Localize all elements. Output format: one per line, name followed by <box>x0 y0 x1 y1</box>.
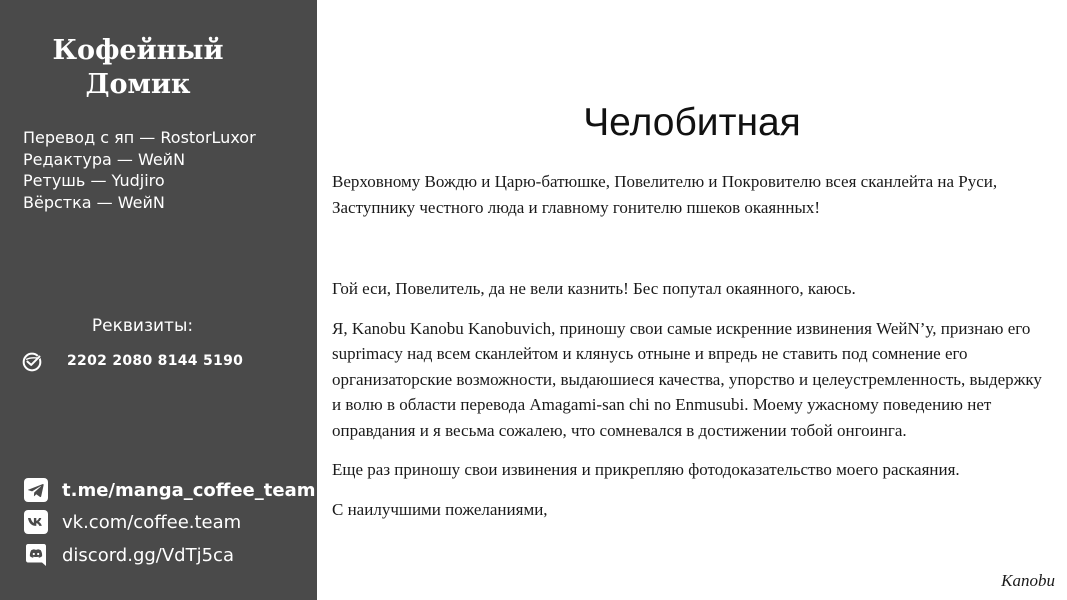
letter-main-paragraph: Я, Kanobu Kanobu Kanobuvich, приношу свои самые искренние извинения WeйN’у, признаю его suprimacy над всем сканлейтом и клянусь отныне и впредь не ставить под сомнение его организаторские возможности, выдаюшиеся качества, упорство и целеустремленность, выдержку и волю в области перевода Amagami-san chi no Enmusubi. Моему ужасному поведению нет оправдания и я весьма сожалею, что сомневался в достижении тобой онгоинга. <box>332 318 1042 440</box>
letter-title: Челобитная <box>583 101 801 144</box>
letter-closing: С наилучшими пожеланиями, <box>332 499 548 519</box>
vk-link-text[interactable]: vk.com/coffee.team <box>62 511 242 533</box>
credit-editing: Редактура — WeйN <box>23 149 186 169</box>
team-name-line-2: Домик <box>85 69 191 100</box>
requisites-title: Реквизиты: <box>91 316 194 336</box>
sberbank-icon <box>22 352 42 372</box>
letter-greeting: Гой еси, Повелитель, да не вели казнить! Бес попутал окаянного, каюсь. <box>332 279 856 298</box>
telegram-link-text[interactable]: t.me/manga_coffee_team <box>62 479 316 501</box>
team-name-line-1: Кофейный <box>52 35 224 66</box>
credit-translation: Перевод с яп — RostorLuxor <box>23 128 256 147</box>
telegram-icon <box>24 478 48 502</box>
letter-body <box>332 169 1054 522</box>
credit-retouch: Ретушь — Yudjiro <box>23 171 165 190</box>
card-number: 2202 2080 8144 5190 <box>67 353 244 369</box>
vk-icon <box>24 510 48 534</box>
discord-link-text[interactable]: discord.gg/VdTj5ca <box>62 544 234 566</box>
letter-address: Верховному Вождю и Царю-батюшке, Повелителю и Покровителю всея сканлейта на Руси, Заступнику честного люда и главному гонителю пшеков окаянных! <box>332 172 998 217</box>
discord-icon <box>24 543 48 567</box>
credit-typesetting: Вёрстка — WeйN <box>23 192 165 212</box>
sidebar <box>0 0 317 600</box>
letter-panel <box>317 0 1067 600</box>
letter-signature: Kanobu <box>1001 571 1055 590</box>
discord-link[interactable] <box>24 542 234 568</box>
credits-list <box>23 127 256 213</box>
team-name <box>0 34 276 102</box>
letter-apology: Еще раз приношу свои извинения и прикрепляю фотодоказательство моего раскаяния. <box>332 460 960 479</box>
telegram-link[interactable] <box>24 477 315 503</box>
vk-link[interactable] <box>24 509 241 535</box>
